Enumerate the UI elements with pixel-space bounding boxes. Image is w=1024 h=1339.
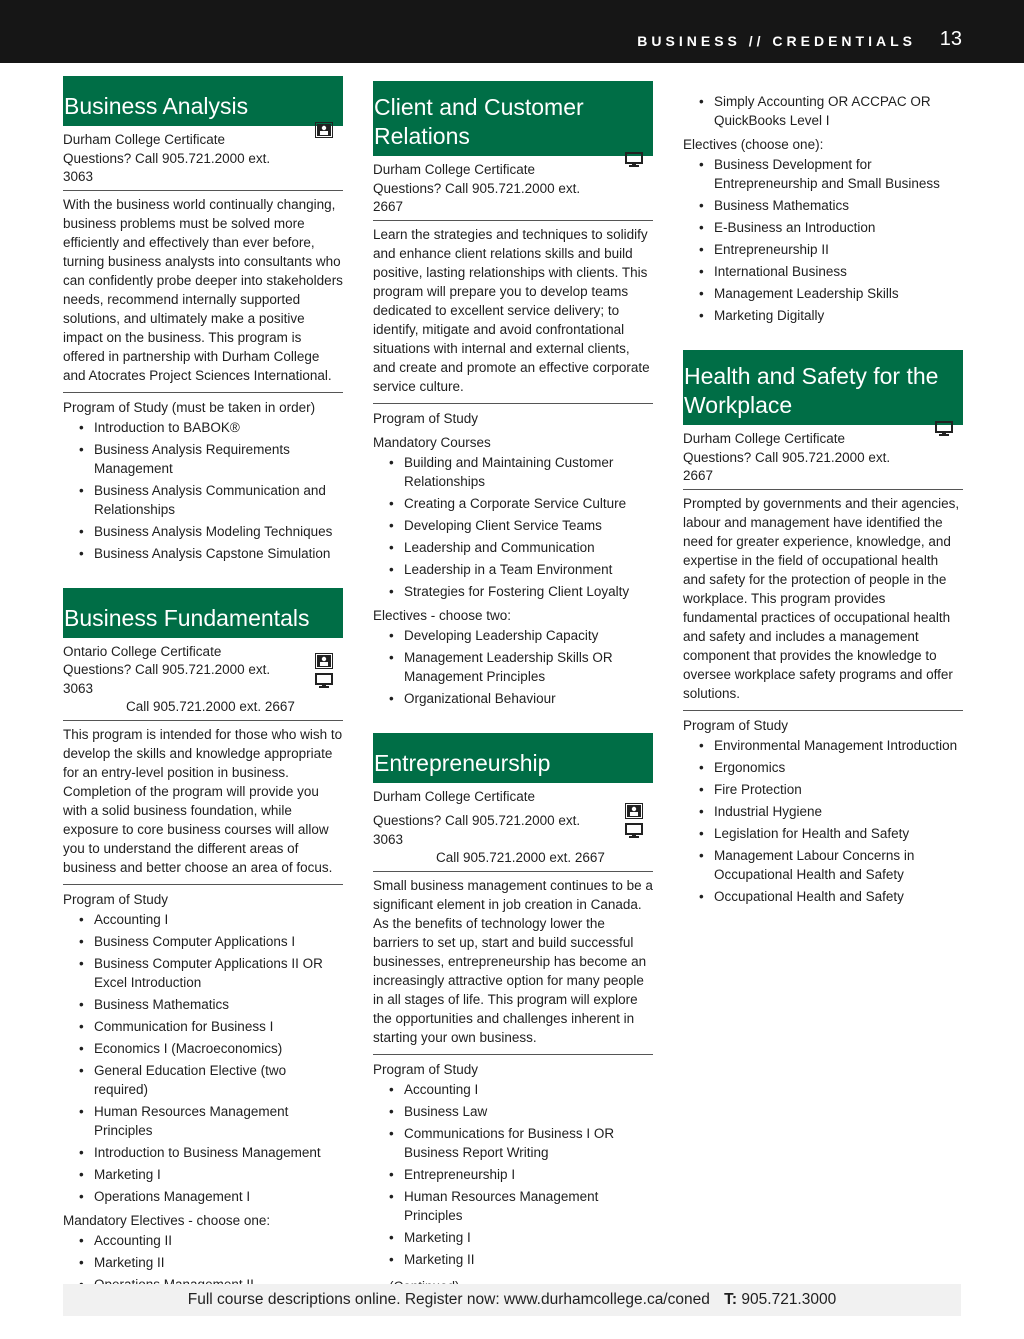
computer-monitor-icon [625, 823, 643, 839]
program-title: Health and Safety for the Workplace [683, 350, 963, 425]
list-item: • Industrial Hygiene [696, 802, 963, 821]
list-item: • Entrepreneurship I [386, 1165, 653, 1184]
list-item: • Accounting I [76, 910, 343, 929]
list-item: • Accounting I [386, 1080, 653, 1099]
list-item: • Business Analysis Modeling Techniques [76, 522, 343, 541]
list-item: • Introduction to Business Management [76, 1143, 343, 1162]
list-item: • Business Computer Applications I [76, 932, 343, 951]
list-item: • Introduction to BABOK® [76, 418, 343, 437]
certificate-type: Ontario College Certificate [63, 643, 222, 659]
list-item: • Management Leadership Skills OR Management Principles [386, 648, 653, 686]
program-contact [373, 161, 653, 217]
list-item: • Business Analysis Communication and Relationships [76, 481, 343, 519]
entrepreneurship-continued [683, 92, 963, 325]
list-item: • Business Development for Entrepreneurship and Small Business [696, 155, 963, 193]
program-description: With the business world continually changing, business problems must be solved more efficiently and effectively than ever before, turning business analysts into consultants who can confidently probe deeper into stakeholders needs, recommend internally supported solutions, and ultimately make a positive impact on the business. This program is offered in partnership with Durham College and Atocrates Project Sciences International. [63, 196, 343, 383]
list-item: • Developing Leadership Capacity [386, 626, 653, 645]
certificate-type: Durham College Certificate [373, 162, 536, 177]
elective-list [373, 626, 653, 708]
course-list [683, 736, 963, 906]
questions-phone-2: Call 905.721.2000 ext. 2667 [126, 699, 295, 714]
column-middle [373, 81, 653, 1294]
list-item: • Operations Management I [76, 1187, 343, 1206]
divider [373, 220, 653, 221]
list-item: • Creating a Corporate Service Culture [386, 494, 653, 513]
list-item: • Business Mathematics [76, 995, 343, 1014]
questions-phone: Questions? Call 905.721.2000 ext. 3063 [373, 813, 581, 847]
computer-monitor-icon [935, 421, 953, 437]
footer-text: Full course descriptions online. Register now: www.durhamcollege.ca/coned [187, 1291, 710, 1308]
program-contact [683, 430, 963, 486]
list-item: • Communications for Business I OR Business Report Writing [386, 1124, 653, 1162]
classroom-photo-icon [315, 653, 333, 669]
list-item: • General Education Elective (two required) [76, 1061, 343, 1099]
divider [683, 710, 963, 711]
questions-phone: Questions? Call 905.721.2000 ext. 2667 [373, 180, 581, 214]
program-title: Business Fundamentals [63, 588, 343, 638]
list-item: • Marketing I [76, 1165, 343, 1184]
program-title: Business Analysis [63, 76, 343, 126]
list-item: • Marketing II [386, 1250, 653, 1269]
program-title: Entrepreneurship [373, 733, 653, 783]
course-list [373, 1080, 653, 1269]
study-label: Program of Study [373, 410, 479, 426]
list-item: • Developing Client Service Teams [386, 516, 653, 535]
elective-list [683, 155, 963, 325]
questions-phone: Questions? Call 905.721.2000 ext. 3063 [63, 150, 271, 184]
study-label: Program of Study (must be taken in order) [63, 399, 316, 415]
list-item: • Leadership in a Team Environment [386, 560, 653, 579]
list-item: • Business Computer Applications II OR Excel Introduction [76, 954, 343, 992]
study-label: Program of Study [373, 1061, 479, 1077]
list-item: • Accounting II [76, 1231, 343, 1250]
program-contact [63, 643, 343, 717]
program-description: This program is intended for those who wish to develop the skills and knowledge appropriate for an entry-level position in business. Completion of the program will provide you with a solid business foundation, while exposure to core business courses will allow you to understand the different areas of business and better choose an area of focus. [63, 726, 343, 875]
divider [373, 871, 653, 872]
list-item: • Strategies for Fostering Client Loyalty [386, 582, 653, 601]
list-item: • Organizational Behaviour [386, 689, 653, 708]
list-item: • Business Law [386, 1102, 653, 1121]
divider [63, 392, 343, 393]
program-contact [63, 131, 343, 187]
course-list [63, 418, 343, 563]
program-description: Small business management continues to be a significant element in job creation in Canada. As the benefits of technology lower the barriers to set up, start and build successful businesses, entrepreneurship has become an increasingly attractive option for many people in all stages of life. This program will explore the opportunities and challenges inherent in starting your own business. [373, 877, 653, 1045]
classroom-photo-icon [625, 803, 643, 819]
list-item: • Simply Accounting OR ACCPAC OR QuickBooks Level I [696, 92, 963, 130]
study-label: Program of Study [683, 717, 789, 733]
list-item: • Entrepreneurship II [696, 240, 963, 259]
list-item: • Fire Protection [696, 780, 963, 799]
phone-label: T: [724, 1291, 738, 1308]
program-description: Prompted by governments and their agencies, labour and management have identified the need for greater experience, knowledge, and expertise in the field of occupational health and safety for the protection of people in the workplace. This program provides fundamental practices of occupational health and safety and includes a management component that provides the knowledge to oversee workplace safety programs and offer solutions. [683, 495, 960, 701]
list-item: • Management Leadership Skills [696, 284, 963, 303]
list-item: • Business Analysis Requirements Management [76, 440, 343, 478]
list-item: • Communication for Business I [76, 1017, 343, 1036]
list-item: • Business Mathematics [696, 196, 963, 215]
program-title: Client and Customer Relations [373, 81, 653, 156]
list-item: • Leadership and Communication [386, 538, 653, 557]
program-business-fundamentals [63, 588, 343, 1294]
list-item: • Marketing II [76, 1253, 343, 1272]
list-item: • Occupational Health and Safety [696, 887, 963, 906]
divider [63, 720, 343, 721]
course-list [683, 92, 963, 130]
questions-phone-2: Call 905.721.2000 ext. 2667 [436, 850, 605, 865]
divider [373, 1054, 653, 1055]
list-item: • E-Business an Introduction [696, 218, 963, 237]
certificate-type: Durham College Certificate [683, 431, 846, 446]
mandatory-label: Mandatory Courses [373, 434, 491, 450]
electives-label: Mandatory Electives - choose one: [63, 1212, 271, 1228]
electives-label: Electives (choose one): [683, 137, 824, 152]
list-item: • Human Resources Management Principles [386, 1187, 653, 1225]
divider [683, 489, 963, 490]
phone-number: 905.721.3000 [741, 1291, 837, 1308]
list-item: • Marketing I [386, 1228, 653, 1247]
questions-phone: Questions? Call 905.721.2000 ext. 3063 [63, 662, 271, 696]
computer-monitor-icon [625, 152, 643, 168]
footer-bar [63, 1284, 961, 1316]
course-list [373, 453, 653, 601]
divider [373, 403, 653, 404]
list-item: • Ergonomics [696, 758, 963, 777]
list-item: • Management Labour Concerns in Occupational Health and Safety [696, 846, 963, 884]
program-client-customer-relations [373, 81, 653, 708]
certificate-type: Durham College Certificate [373, 788, 536, 804]
computer-monitor-icon [315, 673, 333, 689]
list-item: • International Business [696, 262, 963, 281]
list-item: • Marketing Digitally [696, 306, 963, 325]
program-description: Learn the strategies and techniques to solidify and enhance client relations skills and build positive, lasting relationships with clients. This program will prepare you to develop teams dedicated to excellent service delivery; to identify, mitigate and avoid confrontational situations with internal and external clients, and create and promote an effective corporate service culture. [373, 226, 650, 394]
course-list [63, 910, 343, 1206]
column-right [683, 92, 963, 909]
page-number: 13 [939, 28, 962, 50]
list-item: • Building and Maintaining Customer Relationships [386, 453, 653, 491]
study-label: Program of Study [63, 891, 169, 907]
questions-phone: Questions? Call 905.721.2000 ext. 2667 [683, 449, 891, 483]
top-bar [0, 0, 1024, 63]
column-left [63, 76, 343, 1297]
divider [63, 884, 343, 885]
program-entrepreneurship [373, 733, 653, 1294]
list-item: • Environmental Management Introduction [696, 736, 963, 755]
program-health-safety [683, 350, 963, 906]
list-item: • Economics I (Macroeconomics) [76, 1039, 343, 1058]
electives-label: Electives - choose two: [373, 607, 512, 623]
list-item: • Business Analysis Capstone Simulation [76, 544, 343, 563]
program-business-analysis [63, 76, 343, 563]
section-label: BUSINESS // CREDENTIALS [637, 33, 916, 49]
program-contact [373, 788, 653, 868]
certificate-type: Durham College Certificate [63, 132, 226, 147]
divider [63, 190, 343, 191]
classroom-photo-icon [315, 122, 333, 138]
list-item: • Human Resources Management Principles [76, 1102, 343, 1140]
list-item: • Legislation for Health and Safety [696, 824, 963, 843]
